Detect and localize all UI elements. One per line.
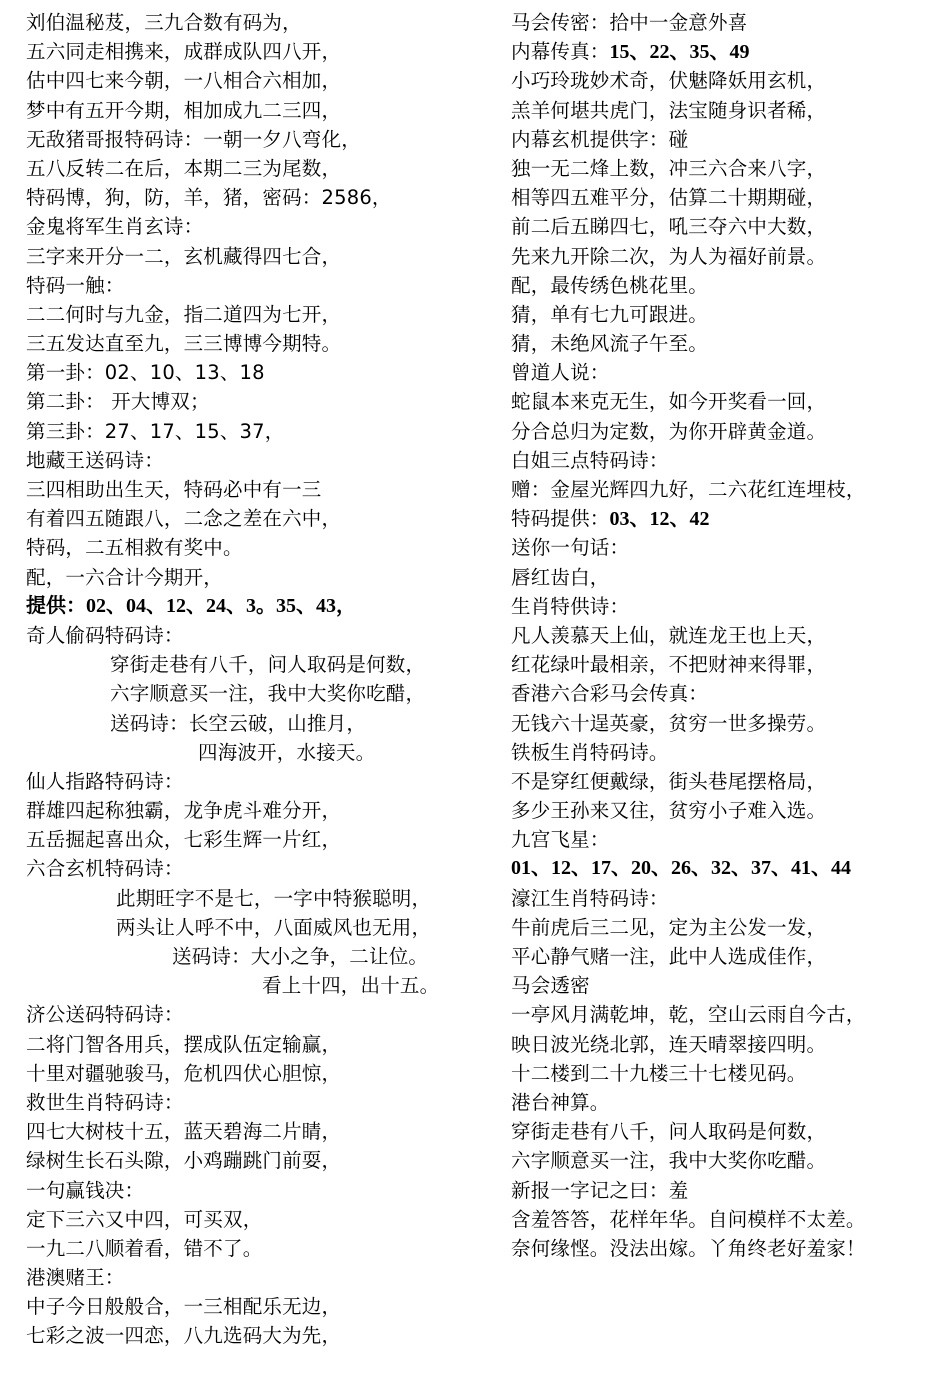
left-text-line: 特码一触： (26, 273, 125, 297)
left-text-line: 送码诗：大小之争，二让位。 (172, 945, 429, 968)
left-text-line: 估中四七来今朝，一八相合六相加， (26, 69, 342, 93)
right-text-line: 内幕玄机提供字：碰 (511, 127, 689, 151)
line-label: 特码提供： (511, 507, 610, 531)
right-text-line: 穿街走巷有八千，问人取码是何数， (511, 1120, 827, 1144)
left-column (26, 8, 481, 1351)
line-label: 内幕传真： (511, 40, 610, 64)
right-text-line: 分合总归为定数，为你开辟黄金道。 (511, 419, 827, 443)
left-text-line: 绿树生长石头隙，小鸡蹦跳门前耍， (26, 1149, 342, 1173)
right-text-line: 红花绿叶最相亲，不把财神来得罪， (511, 653, 827, 677)
right-text-line: 新报一字记之曰：羞 (511, 1178, 689, 1202)
right-text-line (511, 504, 931, 533)
right-text-line: 前二后五睇四七，吼三夺六中大数， (511, 215, 827, 239)
right-text-line: 猜，未绝风流子午至。 (511, 332, 709, 356)
left-text-line: 五六同走相携来，成群成队四八开， (26, 40, 342, 64)
left-text-line: 二将门智各用兵，摆成队伍定输赢， (26, 1032, 342, 1056)
left-text-line: 三字来开分一二，玄机藏得四七合， (26, 244, 342, 268)
left-text-line: 救世生肖特码诗： (26, 1090, 184, 1114)
right-text-line (511, 37, 931, 66)
left-text-line: 第二卦： 开大博双； (26, 390, 210, 414)
line-numbers: 03、12、42 (609, 508, 710, 531)
right-text-line: 香港六合彩马会传真： (511, 682, 709, 706)
right-text-line: 铁板生肖特码诗。 (511, 740, 669, 764)
left-text-line: 第一卦：02、10、13、18 (26, 361, 265, 385)
right-text-line: 唇红齿白， (511, 565, 610, 589)
line-numbers: 15、22、35、49 (609, 41, 750, 64)
left-text-line: 一九二八顺着看，错不了。 (26, 1236, 263, 1260)
left-text-line: 四七大树枝十五，蓝天碧海二片睛， (26, 1120, 342, 1144)
left-text-line: 一句赢钱决： (26, 1178, 145, 1202)
left-text-line: 五八反转二在后，本期二三为尾数， (26, 156, 342, 180)
left-text-line: 穿街走巷有八千，问人取码是何数， (110, 653, 426, 677)
right-text-line: 港台神算。 (511, 1090, 610, 1114)
left-text-line: 五岳掘起喜出众，七彩生辉一片红， (26, 828, 342, 852)
right-text-line: 马会传密：拾中一金意外喜 (511, 11, 748, 34)
right-text-line: 曾道人说： (511, 361, 610, 385)
left-text-line: 地藏王送码诗： (26, 448, 164, 472)
right-column (511, 8, 931, 1263)
right-text-line: 濠江生肖特码诗： (511, 886, 669, 910)
right-text-line: 映日波光绕北郭，连天晴翠接四明。 (511, 1032, 827, 1056)
left-text-line: 特码博，狗，防，羊，猪，密码：2586， (26, 186, 392, 210)
left-text-line: 七彩之波一四恋，八九选码大为先， (26, 1324, 342, 1348)
left-text-line: 梦中有五开今期，相加成九二三四， (26, 98, 342, 122)
right-text-line: 奈何缘悭。没法出嫁。丫角终老好羞家！ (511, 1236, 866, 1260)
left-text-line: 中子今日般般合，一三相配乐无边， (26, 1295, 342, 1319)
left-text-line: 四海波开，水接天。 (198, 740, 376, 764)
left-text-line: 仙人指路特码诗： (26, 769, 184, 793)
left-text-line: 提供：02、04、12、24、3。35、43， (26, 594, 356, 617)
left-text-line: 第三卦：27、17、15、37， (26, 419, 285, 443)
left-text-line: 送码诗：长空云破，山推月， (110, 711, 367, 735)
left-text-line: 配，一六合计今期开， (26, 565, 224, 589)
left-text-line: 六字顺意买一注，我中大奖你吃醋， (110, 682, 426, 706)
left-text-line: 群雄四起称独霸，龙争虎斗难分开， (26, 799, 342, 823)
right-text-line: 01、12、17、20、26、32、37、41、44 (511, 857, 851, 880)
left-text-line: 无敌猪哥报特码诗：一朝一夕八弯化， (26, 127, 361, 151)
left-text-line: 有着四五随跟八，二念之差在六中， (26, 507, 342, 531)
right-text-line: 猜，单有七九可跟进。 (511, 302, 709, 326)
right-text-line: 平心静气赌一注，此中人选成佳作， (511, 945, 827, 968)
left-text-line: 济公送码特码诗： (26, 1003, 184, 1027)
right-text-line: 送你一句话： (511, 536, 630, 560)
right-text-line: 先来九开除二次，为人为福好前景。 (511, 244, 827, 268)
right-text-line: 含羞答答，花样年华。自问模样不太差。 (511, 1207, 866, 1231)
right-text-line: 无钱六十逞英豪，贫穷一世多操劳。 (511, 711, 827, 735)
left-text-line: 两头让人呼不中，八面威风也无用， (116, 915, 432, 939)
right-text-line: 一亭风月满乾坤，乾，空山云雨自今古， (511, 1003, 866, 1027)
right-text-line: 赠：金屋光辉四九好，二六花红连埋枝， (511, 478, 866, 501)
right-text-line: 相等四五难平分，估算二十期期碰， (511, 186, 827, 210)
left-text-line: 此期旺字不是七，一字中特猴聪明， (116, 886, 432, 910)
right-text-line: 九宫飞星： (511, 828, 610, 852)
left-text-line: 看上十四，出十五。 (262, 974, 440, 998)
left-text-line: 奇人偷码特码诗： (26, 623, 184, 647)
right-text-line: 牛前虎后三二见，定为主公发一发， (511, 915, 827, 939)
left-text-line: 特码，二五相救有奖中。 (26, 536, 243, 560)
left-text-line: 港澳赌王： (26, 1266, 125, 1290)
right-text-line: 配，最传绣色桃花里。 (511, 273, 709, 297)
left-text-line: 六合玄机特码诗： (26, 857, 184, 881)
right-text-line: 生肖特供诗： (511, 594, 630, 618)
right-text-line: 独一无二烽上数，冲三六合来八字， (511, 156, 827, 180)
right-text-line: 多少王孙来又往，贫穷小子难入选。 (511, 799, 827, 823)
right-text-line: 凡人羡慕天上仙，就连龙王也上天， (511, 623, 827, 647)
right-text-line: 六字顺意买一注，我中大奖你吃醋。 (511, 1149, 827, 1173)
right-text-line: 马会透密 (511, 974, 590, 998)
left-text-line: 二二何时与九金，指二道四为七开， (26, 302, 342, 326)
right-text-line: 不是穿红便戴绿，街头巷尾摆格局， (511, 769, 827, 793)
left-text-line: 金鬼将军生肖玄诗： (26, 215, 204, 239)
right-text-line: 蛇鼠本来克无生，如今开奖看一回， (511, 390, 827, 414)
left-text-line: 十里对疆驰骏马，危机四伏心胆惊， (26, 1061, 342, 1085)
right-text-line: 十二楼到二十九楼三十七楼见码。 (511, 1061, 807, 1085)
right-text-line: 小巧玲珑妙术奇，伏魅降妖用玄机， (511, 69, 827, 93)
right-text-line: 白姐三点特码诗： (511, 448, 669, 472)
right-text-line: 羔羊何堪共虎门，法宝随身识者稀， (511, 98, 827, 122)
left-text-line: 刘伯温秘芨，三九合数有码为， (26, 11, 302, 34)
left-text-line: 三五发达直至九，三三博博今期特。 (26, 332, 342, 356)
left-text-line: 三四相助出生天，特码必中有一三 (26, 478, 322, 501)
left-text-line: 定下三六又中四，可买双， (26, 1207, 263, 1231)
